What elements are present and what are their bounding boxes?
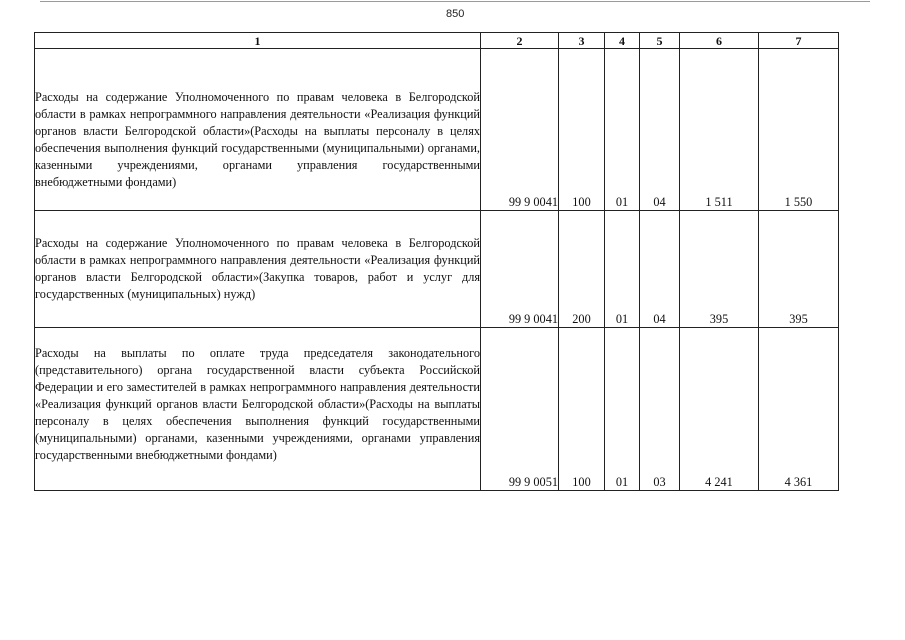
header-row bbox=[35, 33, 839, 49]
row-description-text: Расходы на содержание Уполномоченного по правам человека в Белгородской области в рамках непрограммного направления деятельности «Реализация функций органов власти Белгородской области»(Закупка товаров, работ и услуг для государственных (муниципальных) нужд) bbox=[35, 236, 480, 301]
table-row bbox=[35, 328, 839, 491]
row-subsection: 04 bbox=[640, 49, 680, 211]
table-row bbox=[35, 211, 839, 328]
header-col-6: 6 bbox=[680, 33, 759, 49]
row-amount-2: 395 bbox=[759, 211, 839, 328]
row-subsection: 03 bbox=[640, 328, 680, 491]
row-description-text: Расходы на выплаты по оплате труда председателя законодательного (представительного) органа государственной власти субъекта Российской Федерации и его заместителей в рамках непрограммного направления деятельности «Реализация функций органов власти Белгородской области»(Расходы на выплаты персоналу в целях обеспечения выполнения функций государственными (муниципальными) органами, казенными учреждениями, органами управления государственными внебюджетными фондами) bbox=[35, 346, 480, 462]
header-col-5: 5 bbox=[640, 33, 680, 49]
header-col-3: 3 bbox=[559, 33, 605, 49]
header-col-1: 1 bbox=[35, 33, 481, 49]
row-description bbox=[35, 49, 481, 211]
page-number: 850 bbox=[446, 8, 465, 20]
row-target-code: 99 9 0051 bbox=[481, 328, 559, 491]
row-amount-2: 4 361 bbox=[759, 328, 839, 491]
row-section: 01 bbox=[605, 49, 640, 211]
budget-table bbox=[34, 32, 839, 491]
row-expense-type: 200 bbox=[559, 211, 605, 328]
row-section: 01 bbox=[605, 211, 640, 328]
top-rule bbox=[40, 1, 870, 2]
row-expense-type: 100 bbox=[559, 328, 605, 491]
row-target-code: 99 9 0041 bbox=[481, 211, 559, 328]
header-col-7: 7 bbox=[759, 33, 839, 49]
row-description bbox=[35, 211, 481, 328]
row-section: 01 bbox=[605, 328, 640, 491]
row-subsection: 04 bbox=[640, 211, 680, 328]
row-amount-1: 1 511 bbox=[680, 49, 759, 211]
row-target-code: 99 9 0041 bbox=[481, 49, 559, 211]
row-amount-1: 4 241 bbox=[680, 328, 759, 491]
row-amount-2: 1 550 bbox=[759, 49, 839, 211]
header-col-4: 4 bbox=[605, 33, 640, 49]
row-description bbox=[35, 328, 481, 491]
table-row bbox=[35, 49, 839, 211]
row-amount-1: 395 bbox=[680, 211, 759, 328]
header-col-2: 2 bbox=[481, 33, 559, 49]
row-expense-type: 100 bbox=[559, 49, 605, 211]
row-description-text: Расходы на содержание Уполномоченного по правам человека в Белгородской области в рамках непрограммного направления деятельности «Реализация функций органов власти Белгородской области»(Расходы на выплаты персоналу в целях обеспечения выполнения функций государственными (муниципальными) органами, казенными учреждениями, органами управления государственными внебюджетными фондами) bbox=[35, 90, 480, 189]
